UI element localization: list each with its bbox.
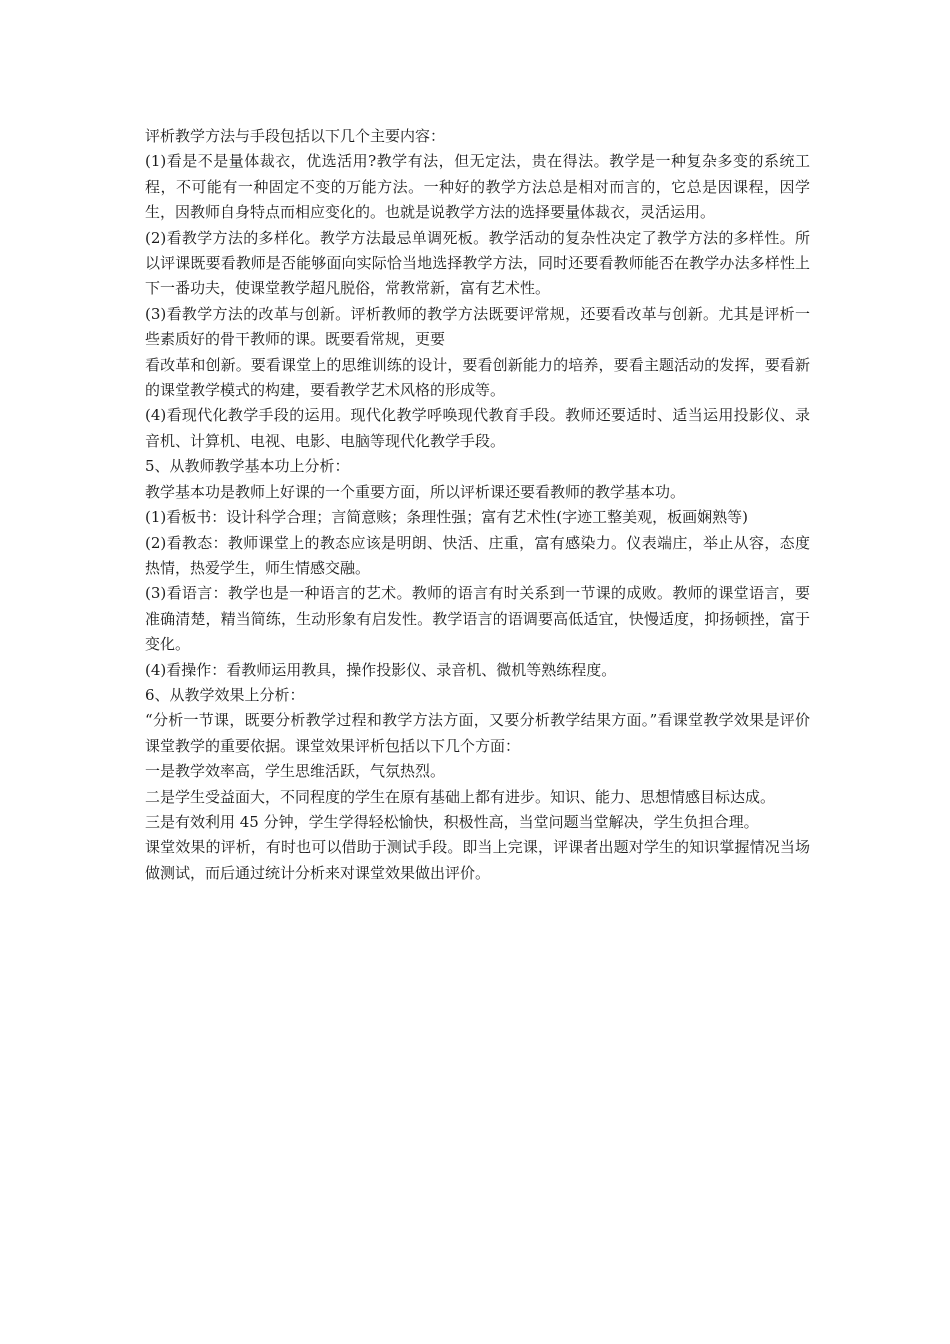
paragraph-effect-quote: “分析一节课，既要分析教学过程和教学方法方面，又要分析教学结果方面。”看课堂教学效果是评价课堂教学的重要依据。课堂效果评析包括以下几个方面： [145, 711, 810, 755]
section-heading-6: 6、从教学效果上分析： [145, 685, 305, 704]
paragraph-intro: 评析教学方法与手段包括以下几个主要内容： [145, 127, 446, 145]
paragraph-method-2: (2)看教学方法的多样化。教学方法最忌单调死板。教学活动的复杂性决定了教学方法的多样性。所以评课既要看教师是否能够面向实际恰当地选择教学方法，同时还要看教师能否在教学办法多样性上下一番功夫，使课堂教学超凡脱俗，常教常新，富有艺术性。 [145, 228, 810, 298]
paragraph-skill-manner: (2)看教态：教师课堂上的教态应该是明朗、快活、庄重，富有感染力。仪表端庄，举止从容，态度热情，热爱学生，师生情感交融。 [145, 533, 810, 577]
section-heading-5: 5、从教师教学基本功上分析： [145, 457, 350, 476]
paragraph-skill-language: (3)看语言：教学也是一种语言的艺术。教师的语言有时关系到一节课的成败。教师的课堂语言，要准确清楚，精当简练，生动形象有启发性。教学语言的语调要高低适宜，快慢适度，抑扬顿挫，富于变化。 [145, 584, 810, 654]
paragraph-effect-2: 二是学生受益面大，不同程度的学生在原有基础上都有进步。知识、能力、思想情感目标达成。 [145, 787, 776, 806]
paragraph-skill-blackboard: (1)看板书：设计科学合理；言简意赅；条理性强；富有艺术性(字迹工整美观，板画娴熟等) [145, 508, 748, 527]
paragraph-effect-1: 一是教学效率高，学生思维活跃，气氛热烈。 [145, 762, 446, 781]
paragraph-method-1: (1)看是不是量体裁衣，优选活用?教学有法，但无定法，贵在得法。教学是一种复杂多变的系统工程，不可能有一种固定不变的万能方法。一种好的教学方法总是相对而言的，它总是因课程，因学生，因教师自身特点而相应变化的。也就是说教学方法的选择要量体裁衣，灵活运用。 [145, 152, 810, 222]
paragraph-skill-operation: (4)看操作：看教师运用教具，操作投影仪、录音机、微机等熟练程度。 [145, 660, 617, 679]
paragraph-method-4: (4)看现代化教学手段的运用。现代化教学呼唤现代教育手段。教师还要适时、适当运用投影仪、录音机、计算机、电视、电影、电脑等现代化教学手段。 [145, 406, 810, 450]
paragraph-effect-testing: 课堂效果的评析，有时也可以借助于测试手段。即当上完课，评课者出题对学生的知识掌握情况当场做测试，而后通过统计分析来对课堂效果做出评价。 [145, 838, 810, 882]
paragraph-method-3-continued: 看改革和创新。要看课堂上的思维训练的设计，要看创新能力的培养，要看主题活动的发挥，要看新的课堂教学模式的构建，要看教学艺术风格的形成等。 [145, 355, 810, 400]
paragraph-skills-intro: 教学基本功是教师上好课的一个重要方面，所以评析课还要看教师的教学基本功。 [145, 482, 686, 501]
document-body [145, 124, 810, 886]
paragraph-effect-3: 三是有效利用 45 分钟，学生学得轻松愉快，积极性高，当堂问题当堂解决，学生负担合理。 [145, 812, 759, 831]
paragraph-method-3: (3)看教学方法的改革与创新。评析教师的教学方法既要评常规，还要看改革与创新。尤其是评析一些素质好的骨干教师的课。既要看常规，更要 [145, 304, 810, 349]
